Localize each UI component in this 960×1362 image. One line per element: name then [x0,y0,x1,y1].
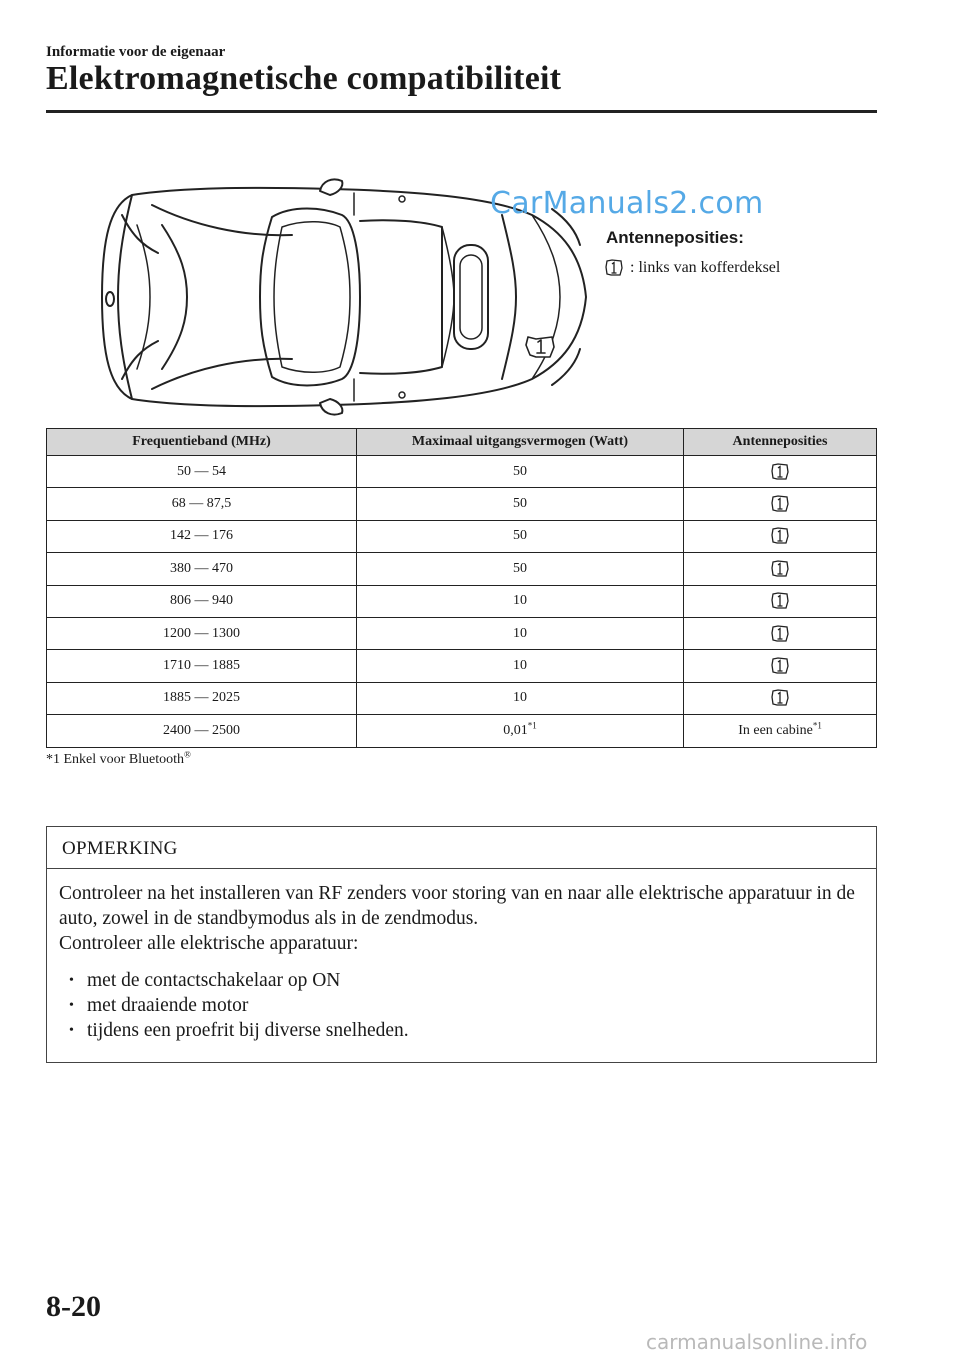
cell-power: 50 [357,520,684,552]
table-row [47,585,877,617]
table-row [47,715,877,747]
antenna-callout-1 [526,337,554,357]
cell-position [684,488,877,520]
header-frequency: Frequentieband (MHz) [47,429,357,456]
note-box [46,826,877,1063]
position-marker-icon [770,624,790,644]
mirror-top [320,179,342,195]
cell-position [684,520,877,552]
position-text: In een cabine [738,722,813,738]
site-watermark: carmanualsonline.info [646,1330,868,1354]
cell-position [684,715,877,747]
table-row [47,520,877,552]
footnote-ref: *1 [527,720,537,731]
footnote-ref: *1 [812,720,822,731]
cell-position [684,456,877,488]
cell-power: 50 [357,553,684,585]
header-power: Maximaal uitgangsvermogen (Watt) [357,429,684,456]
cell-power: 10 [357,682,684,714]
rear-window [454,245,488,349]
cell-frequency: 2400 — 2500 [47,715,357,747]
legend-item-text: : links van kofferdeksel [630,259,781,276]
footnote-text: *1 Enkel voor Bluetooth [46,752,185,767]
cell-frequency: 1200 — 1300 [47,617,357,649]
cell-power: 10 [357,617,684,649]
registered-mark: ® [184,749,191,760]
note-body [47,869,876,1043]
position-marker-icon [770,559,790,579]
note-list [59,968,864,1043]
cell-frequency: 1885 — 2025 [47,682,357,714]
watermark: CarManuals2.com [490,186,764,221]
table-row [47,553,877,585]
table-row [47,488,877,520]
power-value: 0,01 [503,722,528,738]
table-row [47,650,877,682]
note-list-item: • met de contactschakelaar op ON [59,968,864,993]
cell-frequency: 380 — 470 [47,553,357,585]
cell-frequency: 142 — 176 [47,520,357,552]
position-marker-icon [770,656,790,676]
cell-position [684,682,877,714]
cell-frequency: 1710 — 1885 [47,650,357,682]
cell-frequency: 50 — 54 [47,456,357,488]
cell-power [357,715,684,747]
note-paragraph: Controleer alle elektrische apparatuur: [59,933,359,954]
note-list-item: • tijdens een proefrit bij diverse snelheden. [59,1018,864,1043]
table-row [47,617,877,649]
cell-frequency: 68 — 87,5 [47,488,357,520]
frequency-table [46,428,877,748]
note-paragraph: Controleer na het installeren van RF zenders voor storing van en naar alle elektrische apparatuur in de auto, zowel in de standbymodus als in de zendmodus. [59,883,855,929]
cell-frequency: 806 — 940 [47,585,357,617]
cell-power: 50 [357,456,684,488]
cell-position [684,650,877,682]
page-title: Elektromagnetische compatibiliteit [46,60,562,97]
legend-title: Antenneposities: [606,228,744,247]
header-position: Antenneposities [684,429,877,456]
cell-position [684,585,877,617]
table-row [47,456,877,488]
table-header-row [47,429,877,456]
table-row [47,682,877,714]
position-marker-icon [770,688,790,708]
note-list-item: • met draaiende motor [59,993,864,1018]
mirror-bottom [320,399,342,415]
position-marker-icon [604,258,624,278]
position-marker-icon [770,494,790,514]
legend-item [604,258,780,278]
position-marker-icon [770,526,790,546]
position-marker-icon [770,462,790,482]
cell-power: 10 [357,585,684,617]
note-heading: OPMERKING [47,827,876,869]
cell-power: 10 [357,650,684,682]
page-number: 8-20 [46,1290,101,1323]
section-label: Informatie voor de eigenaar [46,44,226,60]
position-marker-icon [770,591,790,611]
front-emblem [106,292,114,306]
footnote [46,749,191,768]
title-rule [46,110,877,113]
cell-power: 50 [357,488,684,520]
cell-position [684,553,877,585]
cell-position [684,617,877,649]
